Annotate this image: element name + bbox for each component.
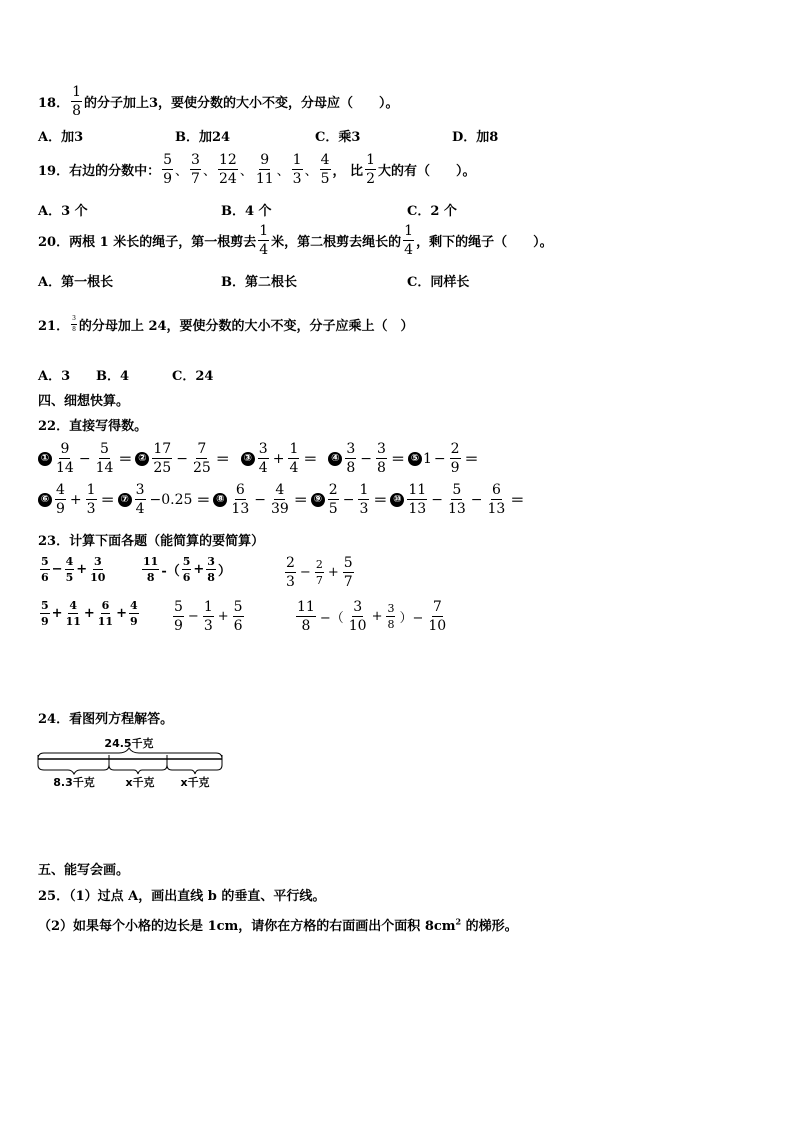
question-number: 20． (38, 235, 70, 250)
option-c[interactable]: C．乘3 (315, 130, 361, 145)
fraction: $\frac{1}{4}$ (259, 223, 269, 258)
calc-item-7: ⑦ $\frac{3}{4}$ −0.25 ＝ (118, 483, 214, 516)
fraction: $\frac{4}{5}$ (320, 152, 330, 187)
option-c[interactable]: C．24 (172, 369, 214, 384)
segment-2-label: x千克 (125, 776, 155, 789)
segment-1-label: 8.3千克 (53, 776, 95, 789)
question-number: 19． (38, 164, 70, 179)
question-24-title: 24．看图列方程解答。 (38, 712, 174, 727)
option-b[interactable]: B．4 (96, 369, 130, 384)
question-19: 19． 右边的分数中： $\frac{5}{9}$ 、 $\frac{3}{7}$ 、 $\frac{12}{24}$ 、 $\frac{9}{11}$ 、 $\frac{1}{3}$ 、 $\frac{4}{5}$ ， 比 $\frac{1}{2}$ 大的有（ ）。 (38, 152, 476, 187)
option-b[interactable]: B．第二根长 (221, 275, 297, 290)
problem-6: $\frac{11}{8}$ −（ $\frac{3}{10}$ + $\frac{3}{8}$ ）− $\frac{7}{10}$ (297, 599, 447, 634)
fraction: $\frac{3}{7}$ (191, 152, 200, 187)
option-a[interactable]: A．加3 (38, 130, 84, 145)
calc-item-2: ② $\frac{17}{25}$ − $\frac{7}{25}$ ＝ (135, 442, 232, 475)
brace-2 (109, 765, 167, 774)
question-25-line-1: 25．（1）过点 A，画出直线 b 的垂直、平行线。 (38, 889, 326, 904)
problem-3: $\frac{2}{3}$ − $\frac{2}{7}$ + $\frac{5}{7}$ (286, 555, 353, 590)
problem-5: $\frac{5}{9}$ − $\frac{1}{3}$ + $\frac{5}{6}$ (174, 599, 243, 634)
question-23-title: 23．计算下面各题（能简算的要简算） (38, 534, 265, 549)
option-a[interactable]: A．3 (38, 369, 71, 384)
total-brace (38, 748, 222, 759)
calc-item-5: ⑤ 1 − $\frac{2}{9}$ ＝ (408, 442, 482, 475)
fraction: $\frac{1}{2}$ (366, 152, 375, 187)
brace-3 (167, 765, 222, 774)
section-heading-4: 四、细想快算。 (38, 394, 130, 409)
fraction: $\frac{1}{3}$ (292, 152, 302, 187)
option-d[interactable]: D．加8 (452, 130, 499, 145)
option-c[interactable]: C．2 个 (407, 204, 457, 219)
option-c[interactable]: C．同样长 (407, 275, 470, 290)
fraction: $\frac{3}{8}$ (72, 315, 76, 333)
question-22-title: 22．直接写得数。 (38, 419, 148, 434)
calc-item-6: ⑥ $\frac{4}{9}$ + $\frac{1}{3}$ ＝ (38, 483, 118, 516)
calc-item-3: ③ $\frac{3}{4}$ + $\frac{1}{4}$ ＝ (241, 442, 321, 475)
calc-item-10: ⑩ $\frac{11}{13}$ − $\frac{5}{13}$ − $\frac{6}{13}$ ＝ (390, 483, 527, 516)
line-segment-diagram (34, 733, 234, 793)
question-text: 的分子加上3，要使分数的大小不变，分母应（ ）。 (84, 96, 399, 111)
total-label: 24.5千克 (104, 737, 154, 750)
quick-calc-row-1 (38, 442, 482, 475)
fraction: $\frac{1}{8}$ (72, 84, 82, 119)
fraction: $\frac{9}{11}$ (255, 152, 274, 187)
option-b[interactable]: B．4 个 (221, 204, 272, 219)
question-number: 18． (38, 96, 70, 111)
quick-calc-row-2 (38, 483, 527, 516)
segment-3-label: x千克 (180, 776, 210, 789)
fraction: $\frac{1}{4}$ (404, 223, 414, 258)
calc-item-9: ⑨ $\frac{2}{5}$ − $\frac{1}{3}$ ＝ (311, 483, 391, 516)
question-20: 20． 两根 1 米长的绳子，第一根剪去 $\frac{1}{4}$ 米，第二根剪去绳长的 $\frac{1}{4}$ ，剩下的绳子（ ）。 (38, 223, 553, 258)
question-text: 右边的分数中： (69, 164, 161, 179)
question-21: 21． $\frac{3}{8}$ 的分母加上 24，要使分数的大小不变，分子应乘上（ ） (38, 315, 414, 334)
problem-1: $\frac{5}{6}$ − $\frac{4}{5}$ + $\frac{3}{10}$ (41, 555, 106, 584)
question-number: 21． (38, 319, 70, 334)
option-b[interactable]: B．加24 (175, 130, 231, 145)
calc-item-4: ④ $\frac{3}{8}$ − $\frac{3}{8}$ ＝ (328, 442, 408, 475)
fraction: $\frac{12}{24}$ (218, 152, 237, 187)
section-heading-5: 五、能写会画。 (38, 863, 130, 878)
brace-1 (38, 765, 109, 774)
question-18 (38, 85, 399, 118)
calc-item-1: ① $\frac{9}{14}$ − $\frac{5}{14}$ ＝ (38, 442, 135, 475)
question-25-line-2: （2）如果每个小格的边长是 1cm，请你在方格的右面画出个面积 $8cm^2$ 的梯形。 (38, 916, 518, 934)
problem-4: $\frac{5}{9}$ + $\frac{4}{11}$ + $\frac{6}{11}$ + $\frac{4}{9}$ (41, 599, 138, 628)
option-a[interactable]: A．第一根长 (38, 275, 114, 290)
option-a[interactable]: A．3 个 (38, 204, 88, 219)
problem-2: $\frac{11}{8}$ -（ $\frac{5}{6}$ + $\frac{3}{8}$ ） (143, 555, 231, 584)
calc-item-8: ⑧ $\frac{6}{13}$ − $\frac{4}{39}$ ＝ (213, 483, 310, 516)
fraction: $\frac{5}{9}$ (163, 152, 173, 187)
